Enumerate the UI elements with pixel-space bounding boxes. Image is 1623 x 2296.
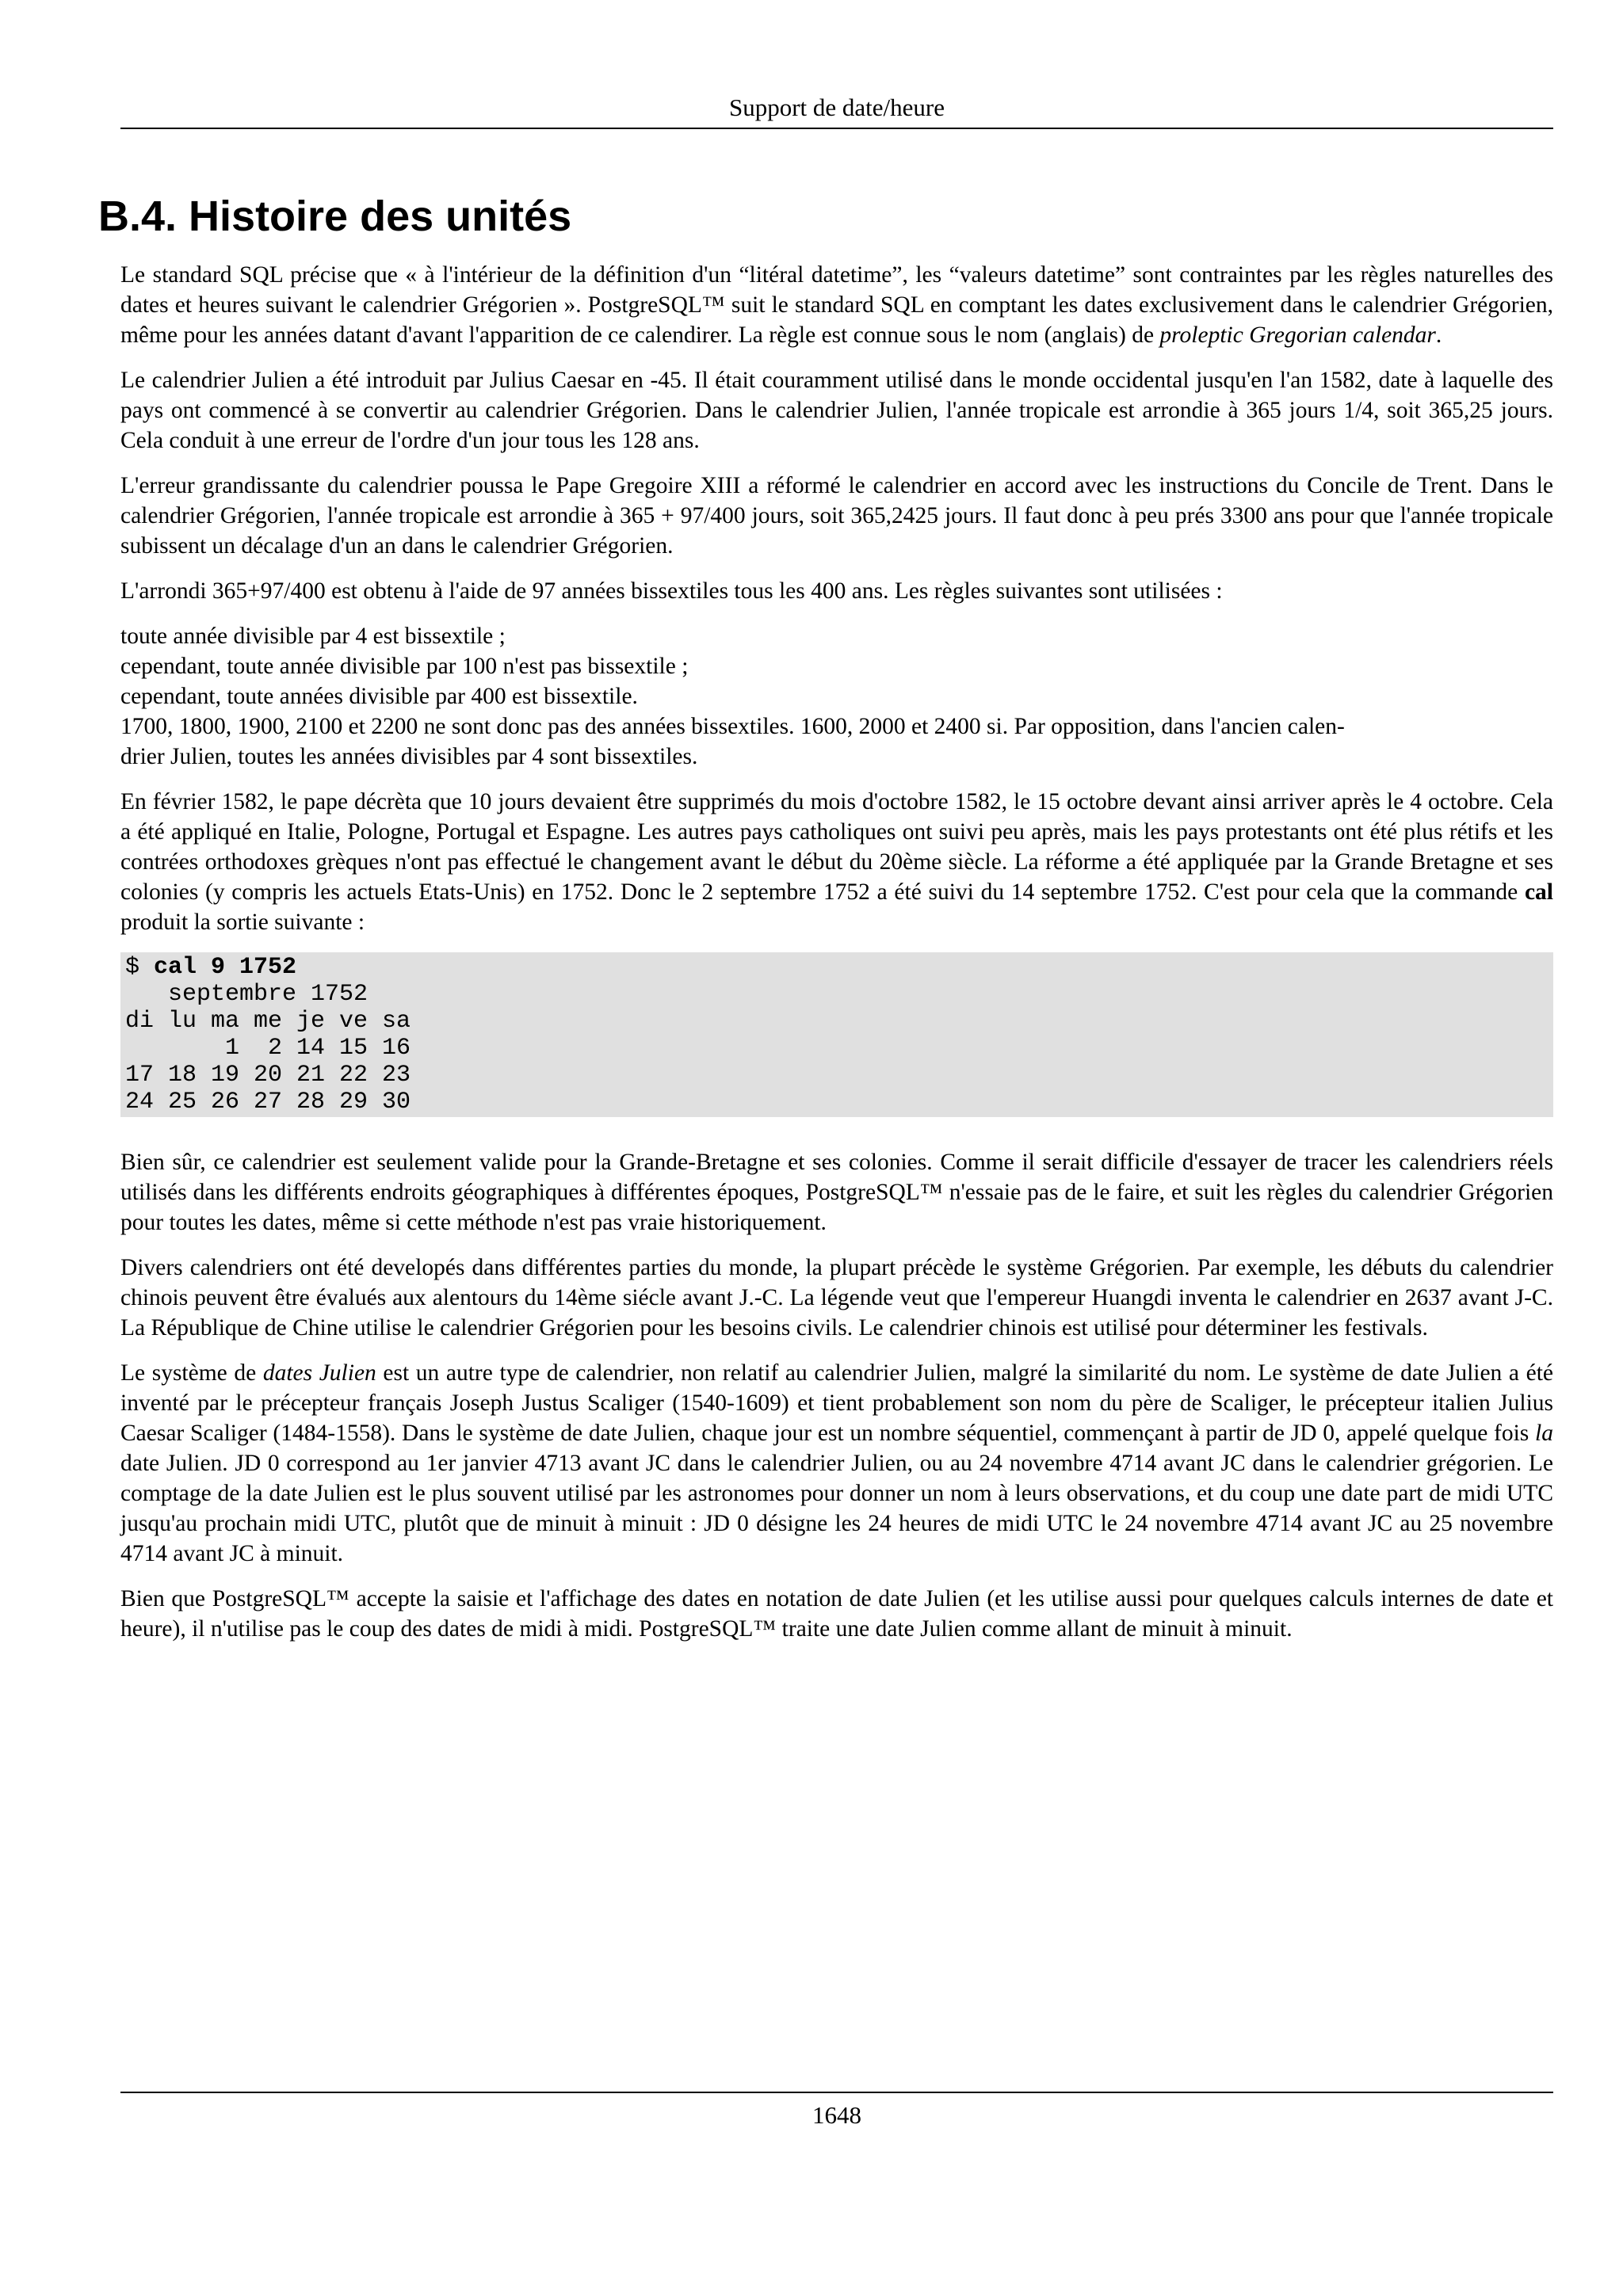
- rule-line: drier Julien, toutes les années divisibles par 4 sont bissextiles.: [120, 744, 698, 769]
- emphasis-julian-dates: dates Julien: [262, 1360, 376, 1386]
- program-listing: [120, 952, 1553, 1117]
- paragraph-standard-sql: Le standard SQL précise que « à l'intérieur de la définition d'un “litéral datetime”, les “valeurs datetime” sont contraintes par les règles naturelles des dates et heures suivant le calendrier Grégorien ». PostgreSQL™ suit le standard SQL en comptant les dates exclusivement dans le calendrier Grégorien, même pour les années datant d'avant l'apparition de ce calendirer. La règle est connue sous le nom (anglais) de proleptic Gregorian calendar.: [120, 262, 1553, 348]
- rule-line: cependant, toute années divisible par 400 est bissextile.: [120, 684, 638, 709]
- rule-line: toute année divisible par 4 est bissextile ;: [120, 624, 506, 649]
- section-title: B.4. Histoire des unités: [98, 193, 572, 240]
- leap-year-rules: [120, 621, 1553, 772]
- page-number: 1648: [812, 2101, 861, 2129]
- paragraph-reform-1582: En février 1582, le pape décrèta que 10 jours devaient être supprimés du mois d'octobre 1582, le 15 octobre devant ainsi arriver après le 4 octobre. Cela a été appliqué en Italie, Pologne, Portugal et Espagne. Les autres pays catholiques ont suivi peu après, mais les pays protestants ont été plus rétifs et les contrées orthodoxes grèques n'ont pas effectué le changement avant le début du 20ème siècle. La réforme a été appliquée par la Grande Bretagne et ses colonies (y compris les actuels Etats-Unis) en 1752. Donc le 2 septembre 1752 a été suivi du 14 septembre 1752. C'est pour cela que la commande cal produit la sortie suivante :: [120, 789, 1553, 935]
- paragraph-validity: Bien sûr, ce calendrier est seulement valide pour la Grande-Bretagne et ses colonies. Comme il serait difficile d'essayer de tracer les calendriers réels utilisés dans les différents endroits géographiques à différentes époques, PostgreSQL™ n'essaie pas de le faire, et suit les règles du calendrier Grégorien pour toutes les dates, même si cette méthode n'est pas vraie historiquement.: [120, 1150, 1553, 1235]
- shell-prompt: $: [125, 954, 155, 981]
- header-rule: [120, 128, 1553, 129]
- paragraph-other-calendars: Divers calendriers ont été developés dans différentes parties du monde, la plupart précède le système Grégorien. Par exemple, les débuts du calendrier chinois peuvent être évalués aux alentours du 14ème siécle avant J.-C. La légende veut que l'empereur Huangdi inventa le calendrier en 2637 avant J-C. La République de Chine utilise le calendrier Grégorien pour les besoins civils. Le calendrier chinois est utilisé pour déterminer les festivals.: [120, 1255, 1553, 1341]
- rule-line: 1700, 1800, 1900, 2100 et 2200 ne sont donc pas des années bissextiles. 1600, 2000 et 2400 si. Par opposition, dans l'ancien calen-: [120, 714, 1345, 739]
- emphasis-la: la: [1535, 1421, 1553, 1446]
- command-output: septembre 1752 di lu ma me je ve sa 1 2 14 15 16 17 18 19 20 21 22 23 24 25 26 27 28 29 30: [125, 981, 411, 1116]
- paragraph-postgresql-julian: Bien que PostgreSQL™ accepte la saisie et l'affichage des dates en notation de date Julien (et les utilise aussi pour quelques calculs internes de date et heure), il n'utilise pas le coup des dates de midi à midi. PostgreSQL™ traite une date Julien comme allant de minuit à minuit.: [120, 1586, 1553, 1642]
- footer-rule: [120, 2092, 1553, 2093]
- running-header: Support de date/heure: [728, 93, 945, 121]
- emphasis-proleptic: proleptic Gregorian calendar: [1159, 322, 1436, 348]
- paragraph-julian-calendar: Le calendrier Julien a été introduit par Julius Caesar en -45. Il était couramment utilisé dans le monde occidental jusqu'en l'an 1582, date à laquelle des pays ont commencé à se convertir au calendrier Grégorien. Dans le calendrier Julien, l'année tropicale est arrondie à 365 jours 1/4, soit 365,25 jours. Cela conduit à une erreur de l'ordre d'un jour tous les 128 ans.: [120, 368, 1553, 453]
- command-name: cal: [1524, 879, 1553, 905]
- rule-line: cependant, toute année divisible par 100 n'est pas bissextile ;: [120, 654, 689, 679]
- section-body: [120, 260, 1553, 1659]
- shell-command: cal 9 1752: [154, 954, 297, 981]
- paragraph-leap-years-intro: L'arrondi 365+97/400 est obtenu à l'aide de 97 années bissextiles tous les 400 ans. Les règles suivantes sont utilisées :: [120, 578, 1223, 604]
- paragraph-gregorian-reform: L'erreur grandissante du calendrier poussa le Pape Gregoire XIII a réformé le calendrier en accord avec les instructions du Concile de Trent. Dans le calendrier Grégorien, l'année tropicale est arrondie à 365 + 97/400 jours, soit 365,2425 jours. Il faut donc à peu prés 3300 ans pour que l'année tropicale subissent un décalage d'un an dans le calendrier Grégorien.: [120, 473, 1553, 559]
- paragraph-julian-dates: Le système de dates Julien est un autre type de calendrier, non relatif au calendrier Julien, malgré la similarité du nom. Le système de date Julien a été inventé par le précepteur français Joseph Justus Scaliger (1540-1609) et tient probablement son nom du père de Scaliger, le précepteur italien Julius Caesar Scaliger (1484-1558). Dans le système de date Julien, chaque jour est un nombre séquentiel, commençant à partir de JD 0, appelé quelque fois la date Julien. JD 0 correspond au 1er janvier 4713 avant JC dans le calendrier Julien, ou au 24 novembre 4714 avant JC dans le calendrier grégorien. Le comptage de la date Julien est le plus souvent utilisé par les astronomes pour donner un nom à leurs observations, et du coup une date part de midi UTC jusqu'au prochain midi UTC, plutôt que de minuit à minuit : JD 0 désigne les 24 heures de midi UTC le 24 novembre 4714 avant JC au 25 novembre 4714 avant JC à minuit.: [120, 1360, 1553, 1566]
